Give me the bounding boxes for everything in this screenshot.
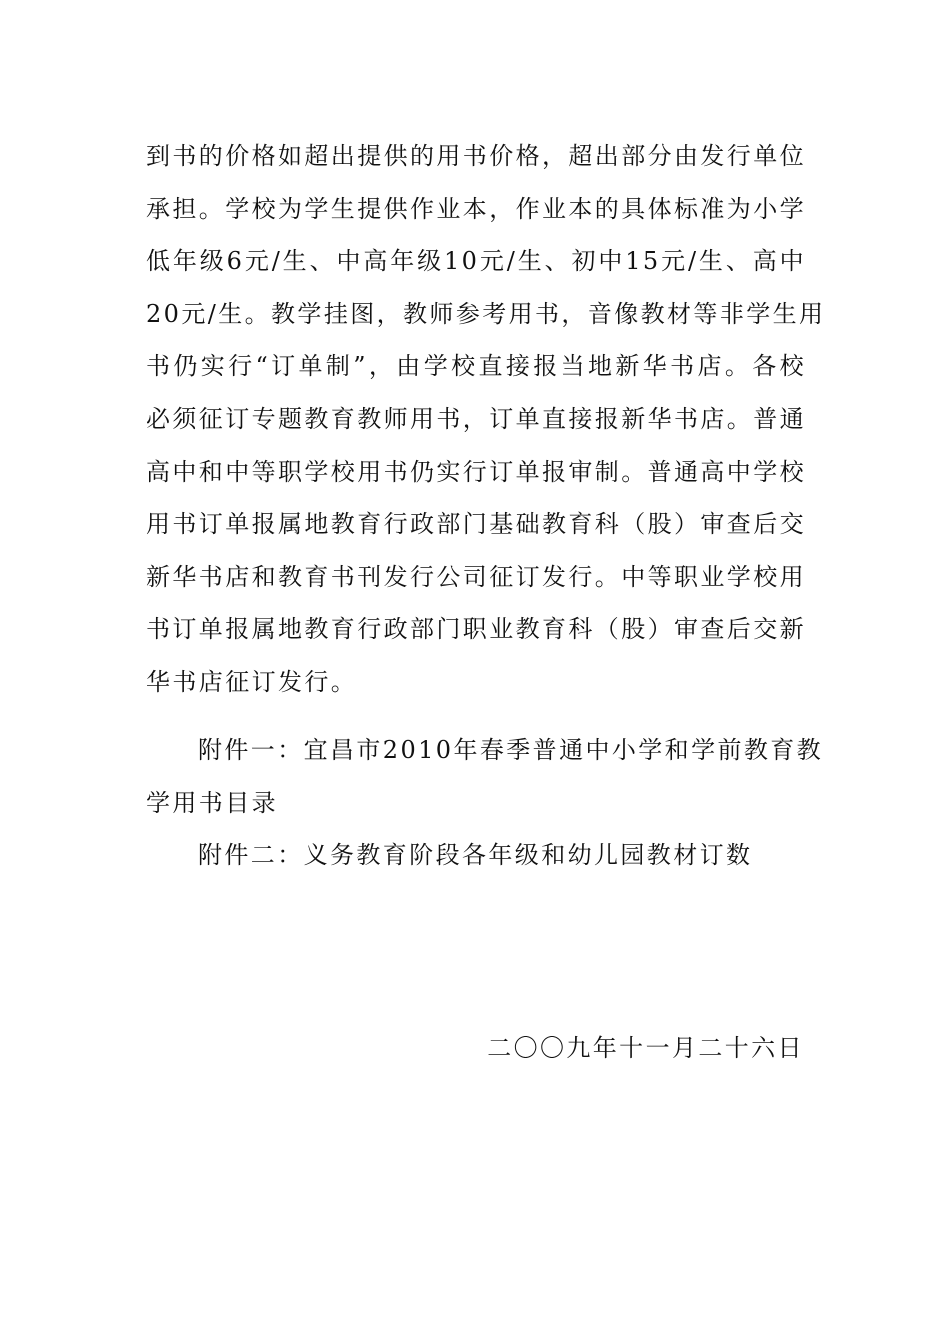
body-line: 低年级6元/生、中高年级10元/生、初中15元/生、高中 [146,247,806,276]
body-line: 必须征订专题教育教师用书，订单直接报新华书店。普通 [146,404,806,433]
attachment-one: 附件一：宜昌市2010年春季普通中小学和学前教育教 [198,736,824,764]
document-date: 二〇〇九年十一月二十六日 [487,1034,804,1062]
attachment-list [146,724,824,882]
body-line: 书仍实行“订单制”，由学校直接报当地新华书店。各校 [146,352,806,381]
body-line: 华书店征订发行。 [146,667,358,696]
body-line: 到书的价格如超出提供的用书价格，超出部分由发行单位 [146,142,806,170]
body-line: 书订单报属地教育行政部门职业教育科（股）审查后交新 [146,615,806,644]
body-line: 高中和中等职学校用书仍实行订单报审制。普通高中学校 [146,457,806,486]
body-line: 20元/生。教学挂图，教师参考用书，音像教材等非学生用 [146,299,826,328]
attachment-one-continued: 学用书目录 [146,788,278,817]
body-line: 用书订单报属地教育行政部门基础教育科（股）审查后交 [146,510,806,539]
body-line: 承担。学校为学生提供作业本，作业本的具体标准为小学 [146,194,806,223]
body-text [146,130,826,709]
attachment-two: 附件二：义务教育阶段各年级和幼儿园教材订数 [198,841,753,870]
body-line: 新华书店和教育书刊发行公司征订发行。中等职业学校用 [146,562,806,591]
